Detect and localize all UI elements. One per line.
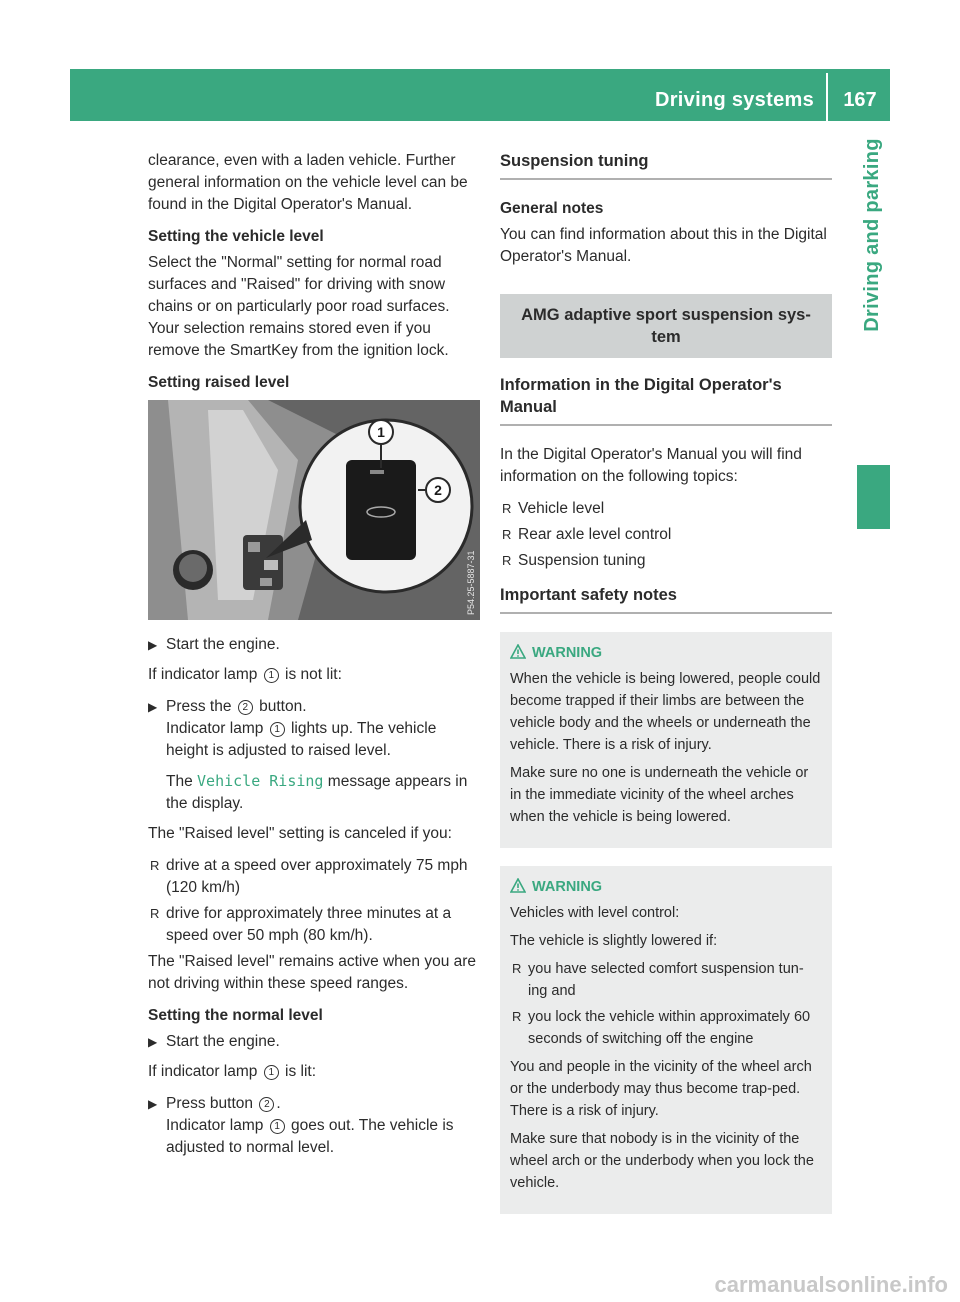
text-part: is lit: [285, 1063, 317, 1080]
warning-paragraph: Make sure that nobody is in the vicinity of the wheel arch or the underbody when you lock the vehicle. [510, 1131, 814, 1191]
right-column [500, 150, 832, 1232]
warning-paragraph: Make sure no one is underneath the vehicle or in the immediate vicinity of the wheel arches when the vehicle is being lowered. [510, 765, 809, 825]
bullet-icon: R [502, 501, 512, 516]
heading-setting-vehicle-level: Setting the vehicle level [148, 228, 324, 245]
text-part: The [166, 773, 193, 790]
list-text: drive for approximately three minutes at a speed over 50 mph (80 km/h). [166, 905, 452, 944]
watermark: carmanualsonline.info [714, 1272, 948, 1297]
warning-paragraph: The vehicle is slightly lowered if: [510, 933, 718, 949]
warning-paragraph: When the vehicle is being lowered, people could become trapped if their limbs are between the vehicle body and the wheels or underneath the vehicle. There is a risk of injury. [510, 671, 821, 753]
page-number: 167 [843, 89, 877, 111]
callout-2-icon: 2 [259, 1097, 274, 1112]
text-part: goes out. The vehicle is adjusted to normal level. [166, 1117, 454, 1156]
list-text: Vehicle level [518, 500, 605, 517]
callout-2: 2 [434, 482, 442, 498]
list-item [148, 855, 480, 899]
warning-title [510, 876, 822, 898]
list-item [510, 1006, 822, 1050]
bullet-icon: R [512, 961, 522, 976]
callout-2-icon: 2 [238, 700, 253, 715]
header-divider [826, 73, 828, 121]
text-part: If indicator lamp [148, 1063, 258, 1080]
warning-title-text: WARNING [532, 645, 603, 661]
amg-section-bar: AMG adaptive sport suspension sys-tem [500, 294, 832, 358]
callout-1: 1 [377, 424, 385, 440]
info-paragraph: In the Digital Operator's Manual you will find information on the following topics: [500, 446, 802, 485]
list-text: you lock the vehicle within approximately 60 seconds of switching off the engine [528, 1009, 811, 1047]
step-text: Start the engine. [166, 1033, 280, 1050]
heading-general-notes: General notes [500, 200, 604, 217]
heading-setting-normal-level: Setting the normal level [148, 1007, 323, 1024]
bullet-icon: R [512, 1009, 522, 1024]
side-tab [852, 140, 892, 330]
list-text: Suspension tuning [518, 552, 646, 569]
warning-paragraph: Vehicles with level control: [510, 905, 680, 921]
text-part: Indicator lamp [166, 720, 264, 737]
list-item [148, 903, 480, 947]
list-text: Rear axle level control [518, 526, 672, 543]
heading-suspension-tuning: Suspension tuning [500, 150, 832, 180]
list-item [500, 498, 832, 520]
step-text: Start the engine. [166, 636, 280, 653]
step-arrow-icon: ▶ [148, 638, 158, 652]
text-part: . [276, 1095, 281, 1112]
list-text: drive at a speed over approximately 75 mph (120 km/h) [166, 857, 468, 896]
bullet-icon: R [502, 553, 512, 568]
warning-triangle-icon [510, 644, 526, 659]
message-note [166, 770, 480, 815]
heading-setting-raised-level: Setting raised level [148, 374, 290, 391]
console-illustration [148, 400, 480, 620]
display-message: Vehicle Rising [197, 772, 324, 790]
text-part: Press button [166, 1095, 254, 1112]
list-text: you have selected comfort suspension tun-ing and [528, 961, 804, 999]
heading-information: Information in the Digital Operator's Manual [500, 374, 832, 426]
bullet-icon: R [502, 527, 512, 542]
text-part: Press the [166, 698, 232, 715]
step-arrow-icon: ▶ [148, 1035, 158, 1049]
warning-title [510, 642, 822, 664]
intro-paragraph: clearance, even with a laden vehicle. Further general information on the vehicle level can be found in the Digital Operator's Manual. [148, 152, 468, 213]
page-header [70, 69, 890, 121]
if-not-lit [148, 664, 480, 686]
text-part: message appears in the display. [166, 773, 468, 812]
step-arrow-icon: ▶ [148, 700, 158, 714]
callout-1-icon: 1 [264, 668, 279, 683]
if-lit [148, 1061, 480, 1083]
list-item [500, 524, 832, 546]
console-figure [148, 400, 480, 620]
remains-paragraph: The "Raised level" remains active when you are not driving within these speed ranges. [148, 953, 477, 992]
step-press-button-2 [148, 1093, 480, 1159]
canceled-paragraph: The "Raised level" setting is canceled if you: [148, 825, 452, 842]
text-part: Indicator lamp [166, 1117, 264, 1134]
side-tab-marker [857, 465, 890, 529]
warning-paragraph: You and people in the vicinity of the wheel arch or the underbody may thus become trap-ped. There is a risk of injury. [510, 1059, 812, 1119]
warning-title-text: WARNING [532, 879, 603, 895]
callout-1-icon: 1 [264, 1065, 279, 1080]
callout-1-icon: 1 [270, 722, 285, 737]
text-part: button. [259, 698, 307, 715]
text-part: If indicator lamp [148, 666, 258, 683]
warning-triangle-icon [510, 878, 526, 893]
list-item [510, 958, 822, 1002]
step-press-button [148, 696, 480, 815]
step-start-engine-2 [148, 1031, 480, 1053]
list-item [500, 550, 832, 572]
section-title: Driving systems [654, 89, 814, 111]
bullet-icon: R [150, 906, 160, 921]
figure-code: P54.25-5887-31 [466, 550, 476, 615]
left-column [148, 150, 480, 1167]
step-start-engine [148, 634, 480, 656]
side-tab-label: Driving and parking [861, 138, 883, 332]
callout-1-icon: 1 [270, 1119, 285, 1134]
heading-safety-notes: Important safety notes [500, 584, 832, 614]
bullet-icon: R [150, 858, 160, 873]
setting-paragraph: Select the "Normal" setting for normal road surfaces and "Raised" for driving with snow chains or on particularly poor road surfaces. Your selection remains stored even if you remove the SmartKey from the ignition lock. [148, 254, 450, 359]
text-part: lights up. The vehicle height is adjusted to raised level. [166, 720, 437, 759]
general-paragraph: You can find information about this in the Digital Operator's Manual. [500, 226, 827, 265]
warning-box-1 [500, 632, 832, 848]
step-arrow-icon: ▶ [148, 1097, 158, 1111]
text-part: is not lit: [285, 666, 342, 683]
warning-box-2 [500, 866, 832, 1214]
